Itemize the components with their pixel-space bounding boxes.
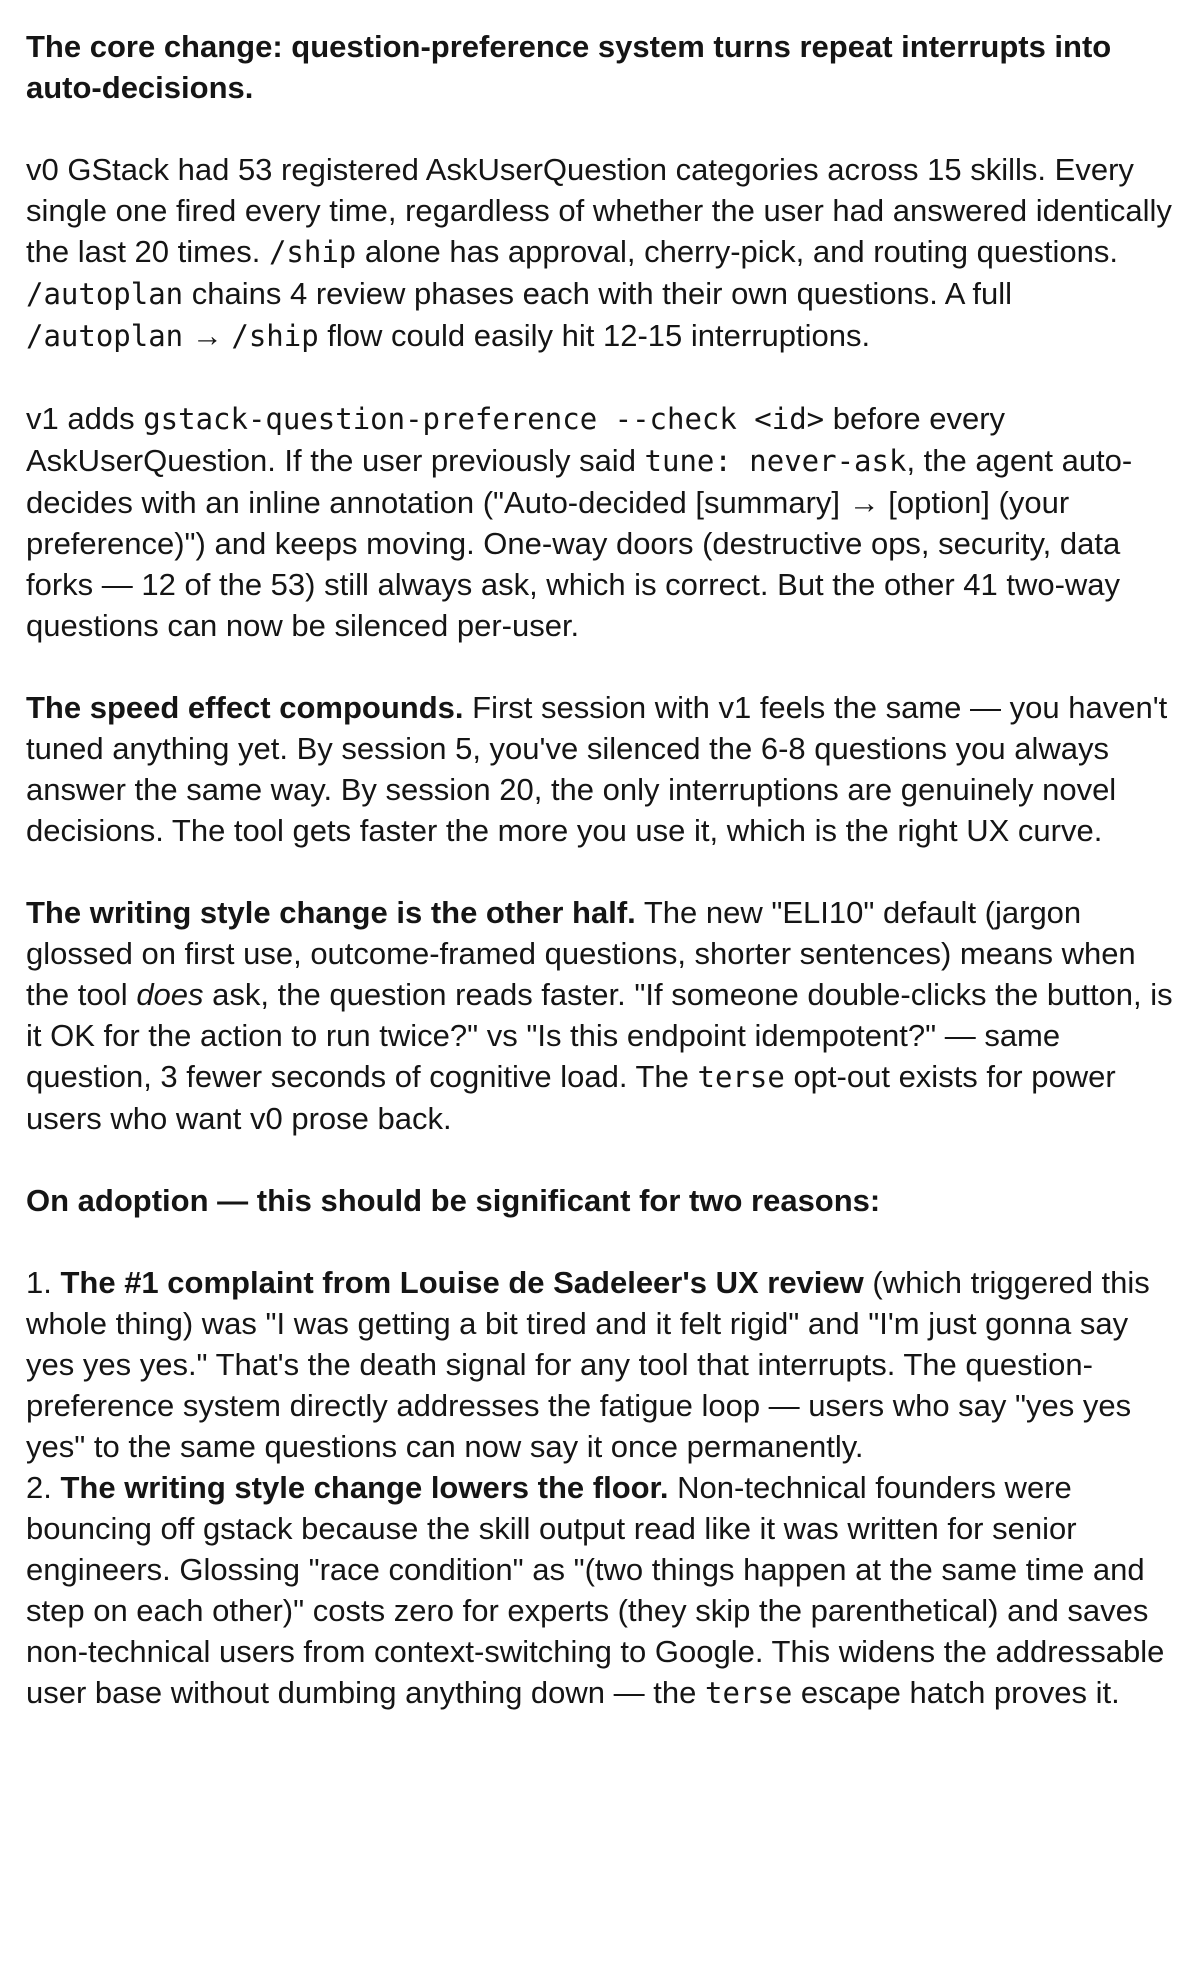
text: opt-out exists for power users who want v0 prose back. <box>26 1059 1116 1136</box>
code-autoplan: /autoplan <box>26 277 184 311</box>
bold-lead: The writing style change is the other half. <box>26 895 636 930</box>
code-ship: /ship <box>268 235 357 269</box>
paragraph-speed-effect <box>26 687 1174 851</box>
text: flow could easily hit 12-15 interruptions. <box>318 318 871 353</box>
text: (which triggered this whole thing) was "I was getting a bit tired and it felt rigid" and "I'm just gonna say yes yes yes." That's the death signal for any tool that interrupts. The question-preference system directly addresses the fatigue loop — users who say "yes yes yes" to the same questions can now say it once permanently. <box>26 1265 1150 1464</box>
text: Non-technical founders were bouncing off gstack because the skill output read like it was written for senior engineers. Glossing "race condition" as "(two things happen at the same time and step on each other)" costs zero for experts (they skip the parenthetical) and saves non-technical users from context-switching to Google. This widens the addressable user base without dumbing anything down — the <box>26 1470 1165 1710</box>
text: First session with v1 feels the same — you haven't tuned anything yet. By session 5, you've silenced the 6-8 questions you always answer the same way. By session 20, the only interruptions are genuinely novel decisions. The tool gets faster the more you use it, which is the right UX curve. <box>26 690 1168 848</box>
heading-core-change: The core change: question-preference system turns repeat interrupts into auto-decisions. <box>26 29 1112 105</box>
list-item-1 <box>26 1262 1174 1467</box>
code-check-command: gstack-question-preference --check <id> <box>143 402 825 436</box>
bold-lead: The speed effect compounds. <box>26 690 464 725</box>
bold-lead: The writing style change lowers the floor. <box>60 1470 669 1505</box>
emphasis: does <box>136 977 204 1012</box>
text: , the agent auto-decides with an inline annotation ("Auto-decided [summary] → [option] (your preference)") and keeps moving. One-way doors (destructive ops, security, data forks — 12 of the 53) still always ask, which is correct. But the other 41 two-way questions can now be silenced per-user. <box>26 443 1133 643</box>
paragraph-writing-style <box>26 892 1174 1139</box>
code-tune-never-ask: tune: never-ask <box>644 444 907 478</box>
list-item-2 <box>26 1467 1174 1714</box>
heading-adoption: On adoption — this should be significant for two reasons: <box>26 1183 881 1218</box>
code-terse: terse <box>704 1676 793 1710</box>
text: before every AskUserQuestion. If the user previously said <box>26 401 1006 478</box>
code-ship: /ship <box>231 319 319 353</box>
text: v1 adds <box>26 401 144 436</box>
code-autoplan: /autoplan <box>26 319 184 353</box>
arrow-text: → <box>183 318 232 353</box>
text: alone has approval, cherry-pick, and routing questions. <box>356 234 1118 269</box>
bold-lead: The #1 complaint from Louise de Sadeleer's UX review <box>60 1265 864 1300</box>
text: escape hatch proves it. <box>792 1675 1120 1710</box>
text: The new "ELI10" default (jargon glossed on first use, outcome-framed questions, shorter sentences) means when the tool <box>26 895 1136 1012</box>
paragraph-v1-adds <box>26 398 1174 646</box>
list-number: 2. <box>26 1470 61 1505</box>
text: ask, the question reads faster. "If someone double-clicks the button, is it OK for the action to run twice?" vs "Is this endpoint idempotent?" — same question, 3 fewer seconds of cognitive load. The <box>26 977 1173 1094</box>
paragraph-v0-gstack <box>26 149 1174 357</box>
text: v0 GStack had 53 registered AskUserQuestion categories across 15 skills. Every single one fired every time, regardless of whether the user had answered identically the last 20 times. <box>26 152 1172 269</box>
list-number: 1. <box>26 1265 61 1300</box>
text: chains 4 review phases each with their own questions. A full <box>183 276 1012 311</box>
code-terse: terse <box>697 1060 785 1094</box>
